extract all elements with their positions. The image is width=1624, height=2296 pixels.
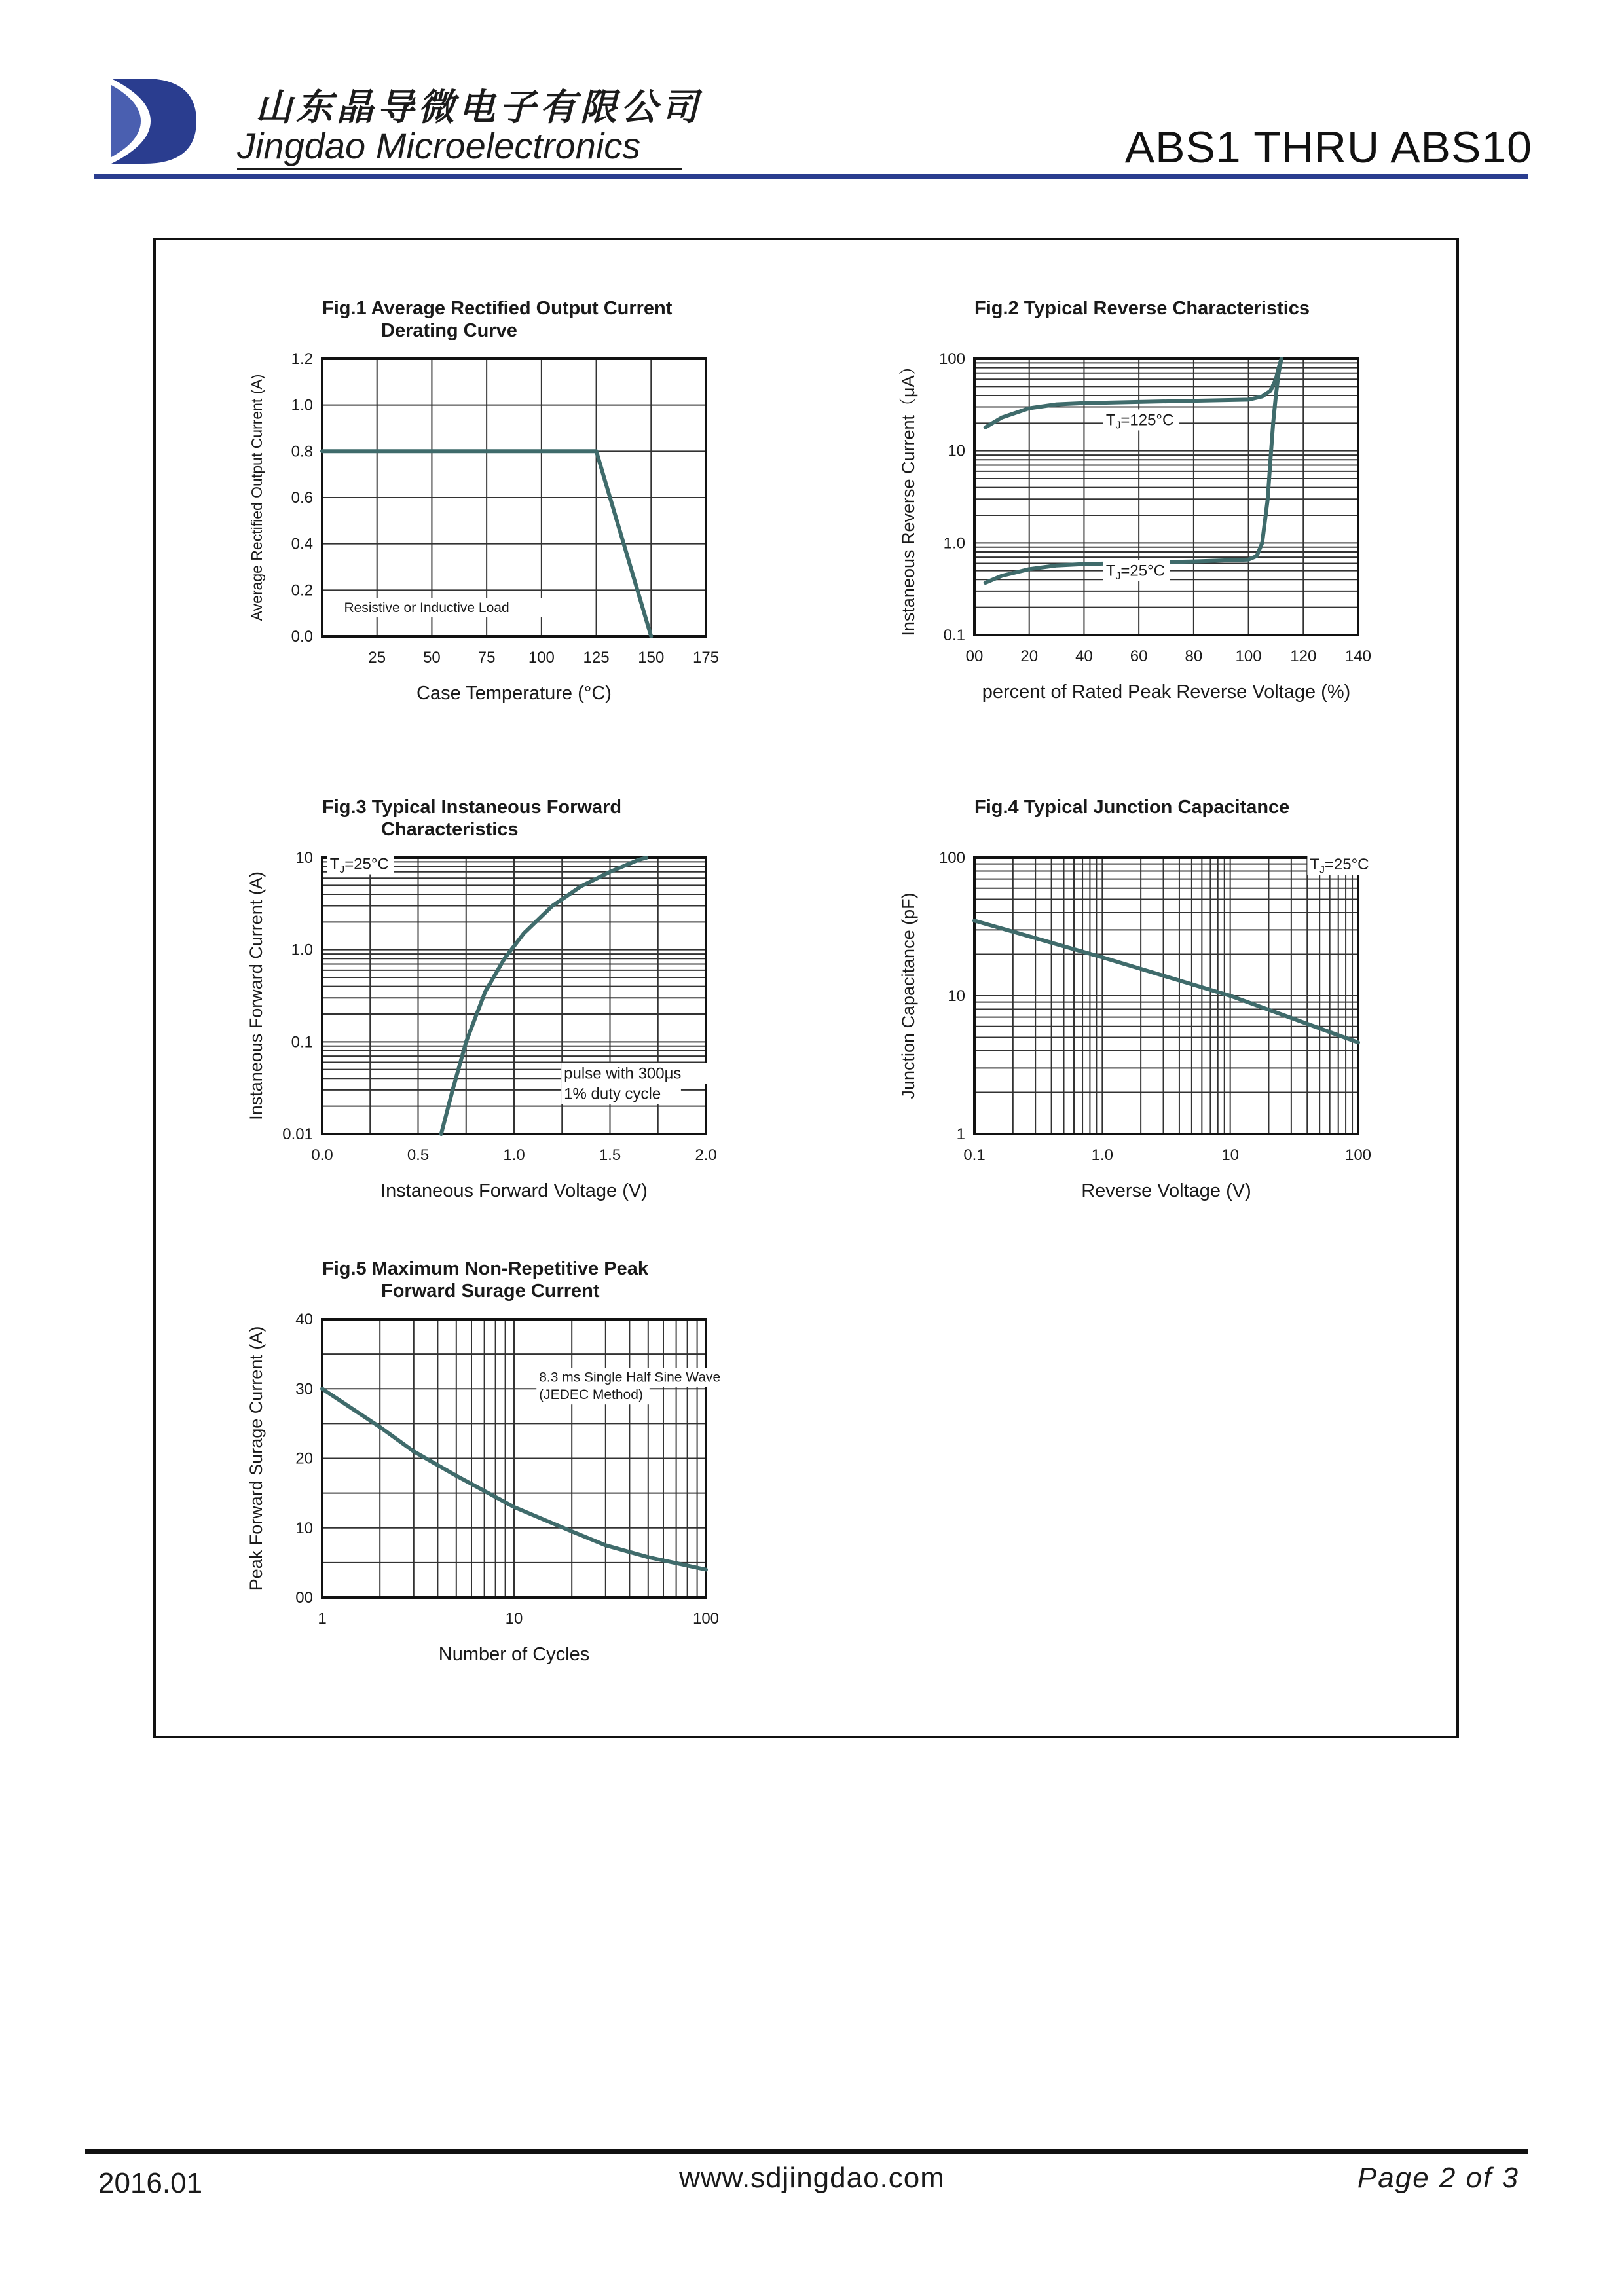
x-tick-label: 100 [692,1610,720,1628]
x-axis-label: Instaneous Forward Voltage (V) [380,1180,648,1201]
x-tick-label: 0.1 [963,1146,986,1164]
y-tick-label: 0.4 [291,535,313,553]
x-tick-label: 1 [318,1610,327,1628]
x-tick-label: 10 [505,1610,523,1628]
y-tick-label: 100 [938,849,965,867]
document-title: ABS1 THRU ABS10 [1124,122,1532,172]
y-tick-label: 10 [295,849,313,867]
chart-title: Derating Curve [381,320,517,341]
annotation-label: pulse with 300μs [564,1065,682,1083]
x-tick-label: 10 [1221,1146,1240,1164]
y-tick-label: 1.0 [291,396,313,414]
y-tick-label: 1.2 [291,350,313,368]
x-tick-label: 0.0 [311,1146,333,1164]
y-tick-label: 0.8 [291,443,313,461]
y-tick-label: 100 [938,350,965,368]
y-tick-label: 0.2 [291,581,313,600]
x-tick-label: 20 [1020,647,1039,665]
x-tick-label: 150 [638,649,665,666]
x-tick-label: 100 [528,649,555,666]
x-tick-label: 140 [1344,647,1372,665]
footer-date: 2016.01 [98,2167,203,2199]
annotation-label: Resistive or Inductive Load [344,600,509,615]
chart-title: Forward Surage Current [381,1281,600,1302]
x-tick-label: 2.0 [695,1146,717,1164]
y-tick-label: 40 [295,1311,313,1328]
y-tick-label: 00 [295,1589,313,1607]
chart-title: Fig.4 Typical Junction Capacitance [974,797,1290,818]
x-axis-label: Case Temperature (°C) [416,683,612,704]
annotation-label: $T_J=25^\circ C$ [1105,562,1166,582]
x-tick-label: 80 [1185,647,1203,665]
footer-page-number: Page 2 of 3 [1357,2162,1519,2194]
chart-fig5 [246,1258,757,1665]
y-axis-label: Instaneous Forward Current (A) [246,871,266,1120]
chart-title: Fig.5 Maximum Non-Repetitive Peak [322,1258,648,1279]
x-tick-label: 0.5 [407,1146,430,1164]
x-tick-label: 175 [692,649,720,666]
y-tick-label: 0.6 [291,489,313,507]
y-tick-label: 10 [295,1519,313,1537]
y-tick-label: 10 [948,442,965,460]
annotation-label: $T_J=125^\circ C$ [1105,411,1174,431]
chart-fig2 [898,298,1371,702]
footer-rule [85,2149,1528,2154]
x-axis-label: Reverse Voltage (V) [1081,1180,1251,1201]
company-name-cn: 山东晶导微电子有限公司 [255,86,702,128]
x-tick-label: 125 [583,649,610,666]
x-tick-label: 1.0 [1091,1146,1114,1164]
y-tick-label: 20 [295,1449,313,1468]
y-tick-label: 0.1 [943,627,965,644]
annotation-label: 1% duty cycle [564,1085,661,1103]
chart-title: Fig.3 Typical Instaneous Forward [322,797,622,818]
x-tick-label: 100 [1235,647,1262,665]
x-tick-label: 60 [1130,647,1148,665]
x-axis-label: percent of Rated Peak Reverse Voltage (%) [982,682,1351,702]
x-tick-label: 50 [423,649,441,666]
y-axis-label: Junction Capacitance (pF) [898,892,918,1099]
y-tick-label: 30 [295,1380,313,1398]
y-tick-label: 1.0 [291,941,313,959]
x-tick-label: 40 [1075,647,1093,665]
chart-fig4 [898,797,1374,1201]
y-axis-label: Peak Forward Surage Current (A) [246,1326,266,1591]
series-line [974,920,1358,1042]
chart-title: Fig.1 Average Rectified Output Current [322,298,673,319]
x-tick-label: 120 [1290,647,1317,665]
x-tick-label: 75 [477,649,496,666]
y-tick-label: 0.1 [291,1033,313,1051]
chart-fig1 [248,298,719,704]
x-tick-label: 00 [965,647,984,665]
annotation-label: $T_J=25^\circ C$ [329,855,389,875]
chart-fig3 [246,797,717,1201]
y-tick-label: 10 [948,987,965,1005]
annotation-label: 8.3 ms Single Half Sine Wave [539,1370,721,1385]
y-tick-label: 0.01 [282,1125,313,1143]
x-axis-label: Number of Cycles [438,1644,590,1665]
y-axis-label: Average Rectified Output Current (A) [248,374,265,621]
chart-title: Fig.2 Typical Reverse Characteristics [974,298,1310,319]
annotation-label: (JEDEC Method) [539,1387,643,1403]
y-tick-label: 0.0 [291,628,313,646]
chart-title: Characteristics [381,819,519,840]
annotation-label: $T_J=25^\circ C$ [1310,856,1369,876]
footer-url: www.sdjingdao.com [679,2162,945,2194]
x-tick-label: 100 [1344,1146,1372,1164]
x-tick-label: 25 [368,649,386,666]
company-name-en: Jingdao Microelectronics [237,125,641,166]
y-tick-label: 1 [956,1125,965,1143]
y-axis-label: Instaneous Reverse Current（μA） [898,357,918,636]
x-tick-label: 1.5 [599,1146,621,1164]
x-tick-label: 1.0 [503,1146,525,1164]
y-tick-label: 1.0 [943,534,965,553]
